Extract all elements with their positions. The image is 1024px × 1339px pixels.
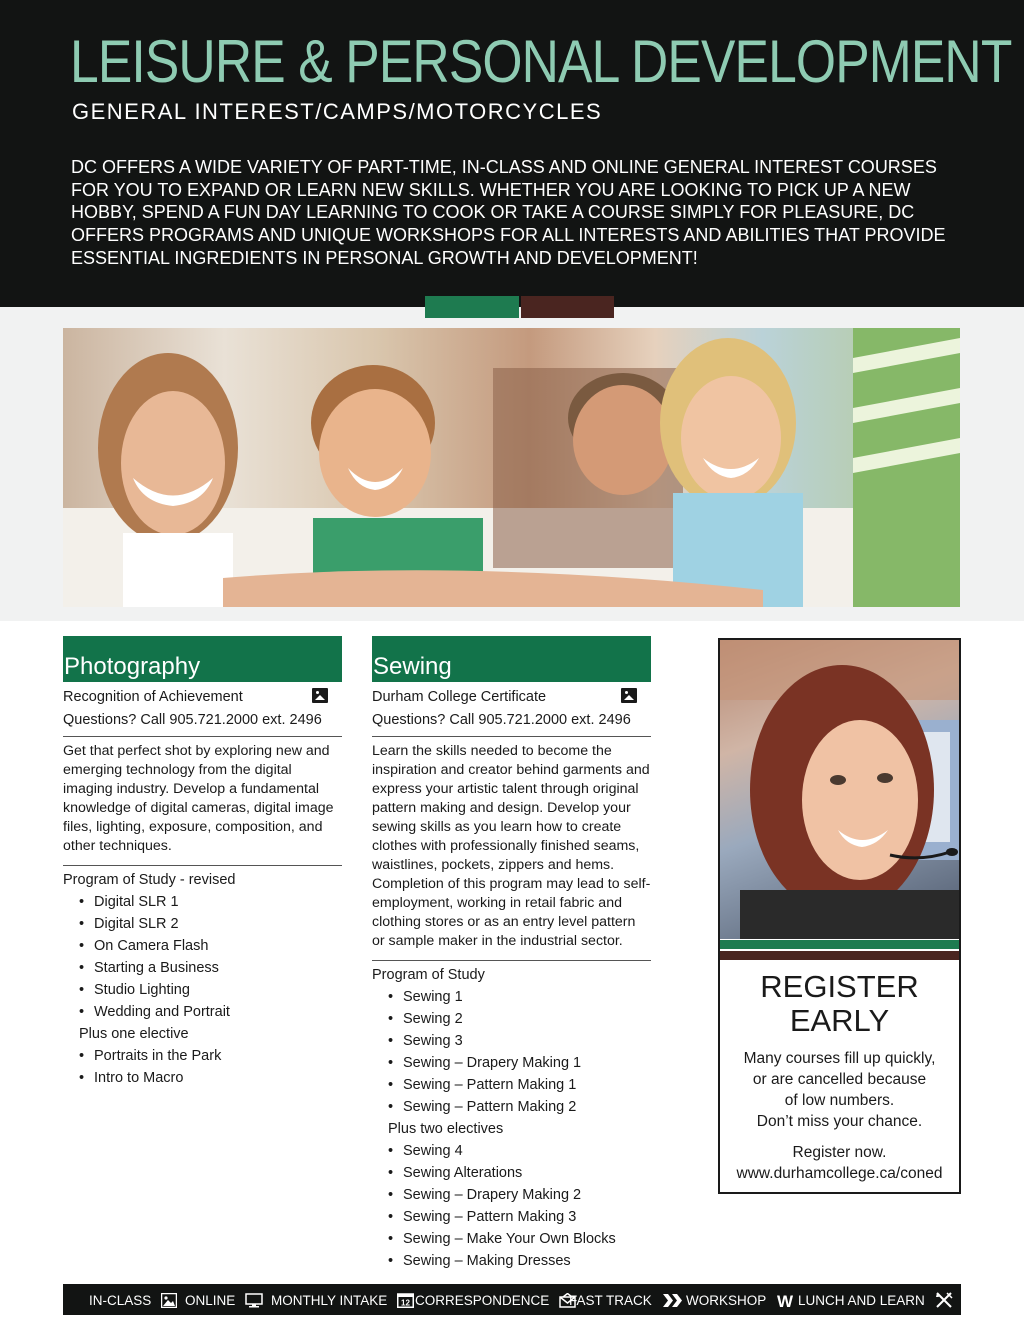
legend-in-class bbox=[89, 1284, 177, 1315]
in-class-icon bbox=[161, 1293, 177, 1308]
list-item: • Studio Lighting bbox=[79, 979, 342, 1001]
program-label: Program of Study bbox=[372, 967, 485, 983]
list-item: • Sewing 2 bbox=[388, 1008, 651, 1030]
register-early-box bbox=[718, 638, 961, 1194]
program-list bbox=[63, 891, 342, 1089]
register-url-link[interactable]: www.durhamcollege.ca/coned bbox=[736, 1165, 943, 1182]
list-item: • Sewing Alterations bbox=[388, 1162, 651, 1184]
legend-workshop bbox=[686, 1284, 794, 1315]
agent-photo bbox=[720, 640, 959, 939]
list-item: • Sewing – Drapery Making 2 bbox=[388, 1184, 651, 1206]
list-item: • On Camera Flash bbox=[79, 935, 342, 957]
program-list bbox=[372, 986, 651, 1272]
list-item: • Sewing 4 bbox=[388, 1140, 651, 1162]
intro-paragraph: DC OFFERS A WIDE VARIETY OF PART-TIME, IN-CLASS AND ONLINE GENERAL INTEREST COURSES FOR YOU TO EXPAND OR LEARN NEW SKILLS. WHETHER YOU ARE LOOKING TO PICK UP A NEW HOBBY, SPEND A FUN DAY LEARNING TO COOK OR TAKE A COURSE SIMPLY FOR PLEASURE, DC OFFERS PROGRAMS AND UNIQUE WORKSHOPS FOR ALL INTERESTS AND ABILITIES THAT PROVIDE ESSENTIAL INGREDIENTS IN PERSONAL GROWTH AND DEVELOPMENT! bbox=[71, 157, 946, 268]
legend-lunch-and-learn bbox=[798, 1284, 953, 1315]
list-item: • Sewing – Making Dresses bbox=[388, 1250, 651, 1272]
legend-label: LUNCH AND LEARN bbox=[798, 1292, 925, 1308]
photo-band bbox=[0, 307, 1024, 621]
list-item: • Sewing – Pattern Making 1 bbox=[388, 1074, 651, 1096]
list-item: • Intro to Macro bbox=[79, 1067, 342, 1089]
list-item: • Sewing – Make Your Own Blocks bbox=[388, 1228, 651, 1250]
family-photo bbox=[63, 328, 960, 607]
legend-label: IN-CLASS bbox=[89, 1292, 152, 1308]
fork-knife-icon bbox=[935, 1292, 953, 1309]
calendar-icon bbox=[397, 1292, 414, 1308]
contact-phone: Questions? Call 905.721.2000 ext. 2496 bbox=[372, 711, 631, 728]
register-text-line: Many courses fill up quickly, bbox=[743, 1050, 936, 1067]
list-item: • Sewing 1 bbox=[388, 986, 651, 1008]
program-label: Program of Study - revised bbox=[63, 872, 236, 888]
page-subtitle: GENERAL INTEREST/CAMPS/MOTORCYCLES bbox=[72, 99, 603, 124]
legend-label: WORKSHOP bbox=[686, 1292, 767, 1308]
list-item: • Portraits in the Park bbox=[79, 1045, 342, 1067]
list-item: • Sewing – Pattern Making 3 bbox=[388, 1206, 651, 1228]
legend-label: ONLINE bbox=[185, 1292, 236, 1308]
photography-course bbox=[63, 636, 342, 1089]
in-class-icon bbox=[621, 688, 637, 703]
delivery-legend bbox=[63, 1284, 961, 1315]
course-description: Get that perfect shot by exploring new and emerging technology from the digital imaging industry. Develop a fundamental knowledge of digital cameras, digital image files, lighting, exposure, composition, and other techniques. bbox=[63, 737, 342, 866]
register-cta bbox=[720, 1142, 959, 1184]
sewing-course bbox=[372, 636, 651, 1272]
list-item: • Sewing 3 bbox=[388, 1030, 651, 1052]
course-meta bbox=[63, 682, 342, 737]
accent-bar-brown bbox=[720, 951, 959, 960]
family-photo-illustration bbox=[63, 328, 960, 607]
legend-online bbox=[185, 1284, 263, 1315]
list-item: • Digital SLR 2 bbox=[79, 913, 342, 935]
page-header bbox=[0, 0, 1024, 307]
list-item: • Wedding and Portrait bbox=[79, 1001, 342, 1023]
svg-text:12: 12 bbox=[401, 1298, 410, 1308]
elective-label: Plus one elective bbox=[79, 1026, 189, 1042]
list-item: • Starting a Business bbox=[79, 957, 342, 979]
elective-label: Plus two electives bbox=[388, 1121, 504, 1137]
monitor-icon bbox=[245, 1293, 263, 1308]
list-item: • Sewing – Drapery Making 1 bbox=[388, 1052, 651, 1074]
accent-bar-green bbox=[425, 296, 519, 318]
legend-label: CORRESPONDENCE bbox=[415, 1292, 550, 1308]
svg-text:W: W bbox=[777, 1292, 794, 1309]
in-class-icon bbox=[312, 688, 328, 703]
legend-label: MONTHLY INTAKE bbox=[271, 1292, 388, 1308]
course-title: Photography bbox=[63, 636, 342, 682]
register-text-line: Don’t miss your chance. bbox=[756, 1113, 923, 1130]
legend-fast-track bbox=[569, 1284, 684, 1315]
accent-bar-green bbox=[720, 940, 959, 949]
credential: Durham College Certificate bbox=[372, 689, 547, 705]
page-title: LEISURE & PERSONAL DEVELOPMENT bbox=[70, 28, 1012, 95]
accent-bar-brown bbox=[521, 296, 614, 318]
register-text-line: of low numbers. bbox=[784, 1092, 895, 1109]
course-title: Sewing bbox=[372, 636, 651, 682]
register-title-line: EARLY bbox=[789, 1003, 890, 1038]
course-description: Learn the skills needed to become the inspiration and creator behind garments and express your artistic talent through original pattern making and design. Develop your sewing skills as you learn how to create clothes with professionally finished seams, waistlines, pockets, zippers and hems. Completion of this program may lead to self-employment, working in retail fabric and clothing stores or as an entry level pattern or sample maker in the industrial sector. bbox=[372, 737, 651, 961]
credential: Recognition of Achievement bbox=[63, 689, 243, 705]
agent-photo-illustration bbox=[720, 640, 959, 939]
register-text-line: or are cancelled because bbox=[752, 1071, 927, 1088]
register-text bbox=[720, 1048, 959, 1132]
legend-monthly-intake bbox=[271, 1284, 414, 1315]
fast-forward-icon bbox=[662, 1293, 684, 1308]
course-meta bbox=[372, 682, 651, 737]
workshop-w-icon bbox=[776, 1292, 794, 1308]
register-title-line: REGISTER bbox=[760, 969, 919, 1004]
list-item: • Sewing – Pattern Making 2 bbox=[388, 1096, 651, 1118]
legend-correspondence bbox=[415, 1284, 576, 1315]
list-item: • Digital SLR 1 bbox=[79, 891, 342, 913]
register-title bbox=[720, 970, 959, 1038]
legend-label: FAST TRACK bbox=[569, 1292, 652, 1308]
register-now-text: Register now. bbox=[792, 1144, 887, 1161]
contact-phone: Questions? Call 905.721.2000 ext. 2496 bbox=[63, 711, 322, 728]
